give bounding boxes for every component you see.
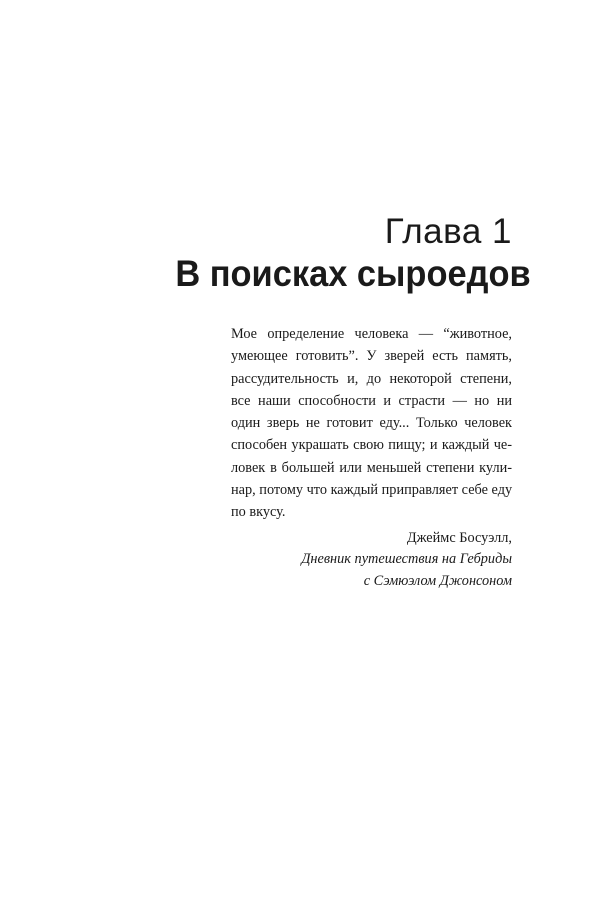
epigraph-line: все наши способности и страсти — но ни bbox=[231, 392, 512, 409]
epigraph-line: по вкусу. bbox=[231, 504, 286, 521]
epigraph-line: умеющее готовить”. У зверей есть память, bbox=[231, 348, 512, 365]
epigraph-line: способен украшать свою пищу; и каждый че- bbox=[231, 437, 512, 454]
epigraph-attribution bbox=[231, 528, 512, 593]
attribution-author: Джеймс Босуэлл, bbox=[406, 529, 512, 546]
epigraph-line: один зверь не готовит еду... Только человек bbox=[231, 415, 512, 432]
epigraph-line: нар, потому что каждый приправляет себе еду bbox=[231, 482, 513, 499]
epigraph-quote bbox=[231, 323, 512, 524]
epigraph-line: Мое определение человека — “животное, bbox=[231, 326, 512, 342]
epigraph-line: рассудительность и, до некоторой степени, bbox=[231, 370, 512, 387]
epigraph bbox=[231, 323, 512, 592]
attribution-work-title-continued: с Сэмюэлом Джонсоном bbox=[363, 572, 512, 589]
attribution-work-title: Дневник путешествия на Гебриды bbox=[301, 551, 512, 568]
chapter-title: В поисках сыроедов bbox=[175, 253, 531, 294]
epigraph-line: ловек в большей или меньшей степени кули- bbox=[231, 459, 512, 476]
chapter-number: Глава 1 bbox=[384, 212, 512, 251]
